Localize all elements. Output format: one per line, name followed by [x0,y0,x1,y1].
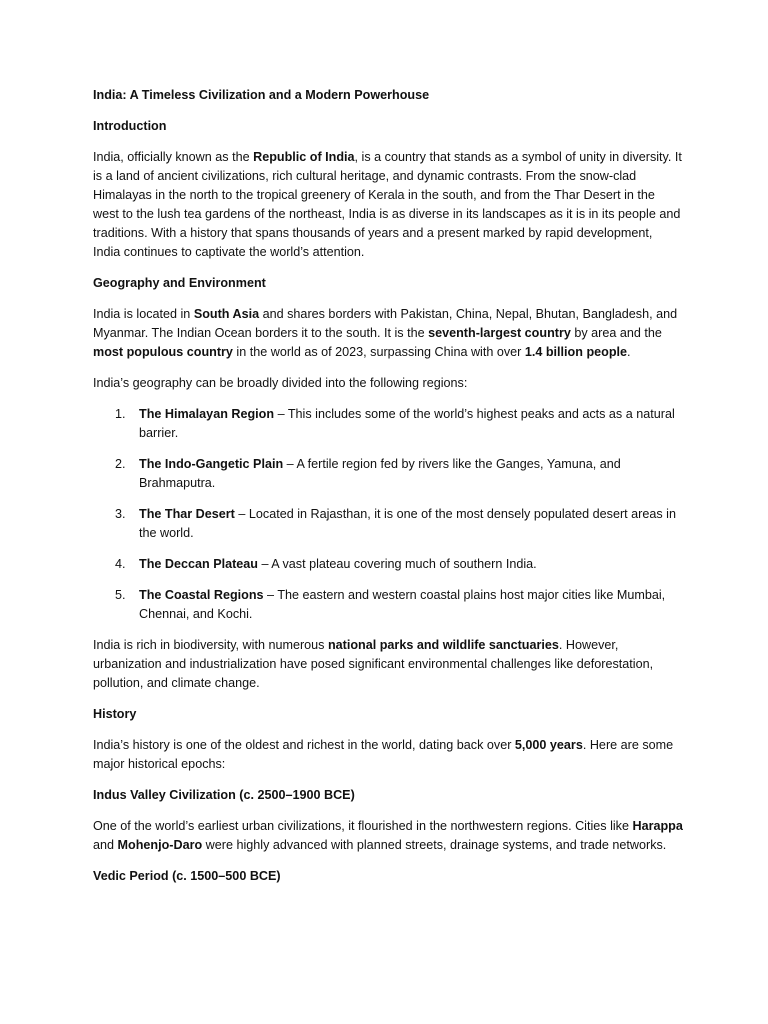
region-name: The Indo-Gangetic Plain [139,457,284,471]
list-item [93,455,683,493]
bold-text-run: most populous country [93,345,233,359]
text-run: and shares borders with Pakistan, China, Nepal, Bhutan, Bangladesh, and Myanmar. The Indian Ocean borders it to the south. It is the [93,307,678,340]
region-description: – The eastern and western coastal plains host major cities like Mumbai, Chennai, and Kochi. [139,588,666,621]
history-paragraph [93,736,683,774]
regions-list [93,405,683,624]
bold-text-run: Republic of India [253,150,355,164]
text-run: in the world as of 2023, surpassing China with over [232,345,525,359]
text-run: India is rich in biodiversity, with numerous [93,638,328,652]
list-number: 1. [115,407,126,421]
region-description: – A fertile region fed by rivers like the Ganges, Yamuna, and Brahmaputra. [139,457,621,490]
indus-valley-heading: Indus Valley Civilization (c. 2500–1900 BCE) [93,788,355,802]
list-item [93,586,683,624]
bold-text-run: seventh-largest country [428,326,571,340]
vedic-period-heading: Vedic Period (c. 1500–500 BCE) [93,869,281,883]
region-name: The Thar Desert [139,507,235,521]
bold-text-run: 1.4 billion people [524,345,628,359]
list-item [93,405,683,443]
region-name: The Coastal Regions [139,588,264,602]
text-run: . Here are some major historical epochs: [93,738,674,771]
list-number: 3. [115,507,126,521]
biodiversity-paragraph [93,636,683,693]
text-run: were highly advanced with planned streets, drainage systems, and trade networks. [202,838,667,852]
text-run: by area and the [570,326,662,340]
region-description: – A vast plateau covering much of southern India. [258,557,537,571]
bold-text-run: Mohenjo-Daro [117,838,203,852]
list-number: 5. [115,588,126,602]
region-name: The Himalayan Region [139,407,275,421]
list-item [93,505,683,543]
text-run: , is a country that stands as a symbol of unity in diversity. It is a land of ancient civilizations, rich cultural heritage, and dynamic contrasts. From the snow-clad Himalayas in the north to the tropical greenery of Kerala in the south, and from the Thar Desert in the west to the lush tea gardens of the northeast, India is as diverse in its landscapes as it is in its people and traditions. With a history that spans thousands of years and a present marked by rapid development, India continues to captivate the world’s attention. [93,150,682,259]
region-description: – Located in Rajasthan, it is one of the most densely populated desert areas in the world. [139,507,676,540]
regions-intro-paragraph: India’s geography can be broadly divided into the following regions: [93,376,468,390]
region-name: The Deccan Plateau [139,557,258,571]
indus-valley-paragraph [93,817,683,855]
bold-text-run: South Asia [193,307,260,321]
text-run: India, officially known as the [93,150,254,164]
text-run: . However, urbanization and industrialization have posed significant environmental challenges like deforestation, pollution, and climate change. [93,638,654,690]
list-item [93,555,683,574]
geography-heading: Geography and Environment [93,276,266,290]
text-run: India’s history is one of the oldest and richest in the world, dating back over [93,738,515,752]
history-heading: History [93,707,137,721]
text-run: India is located in [93,307,194,321]
text-run: and [93,838,118,852]
bold-text-run: 5,000 years [514,738,583,752]
document-title: India: A Timeless Civilization and a Modern Powerhouse [93,88,430,102]
list-number: 2. [115,457,126,471]
bold-text-run: Harappa [632,819,683,833]
geography-paragraph [93,305,683,362]
text-run: One of the world’s earliest urban civilizations, it flourished in the northwestern regions. Cities like [93,819,633,833]
introduction-paragraph [93,148,683,262]
region-description: – This includes some of the world’s highest peaks and acts as a natural barrier. [139,407,675,440]
list-number: 4. [115,557,126,571]
text-run: . [627,345,631,359]
bold-text-run: national parks and wildlife sanctuaries [327,638,559,652]
document-page [93,86,683,898]
introduction-heading: Introduction [93,119,167,133]
